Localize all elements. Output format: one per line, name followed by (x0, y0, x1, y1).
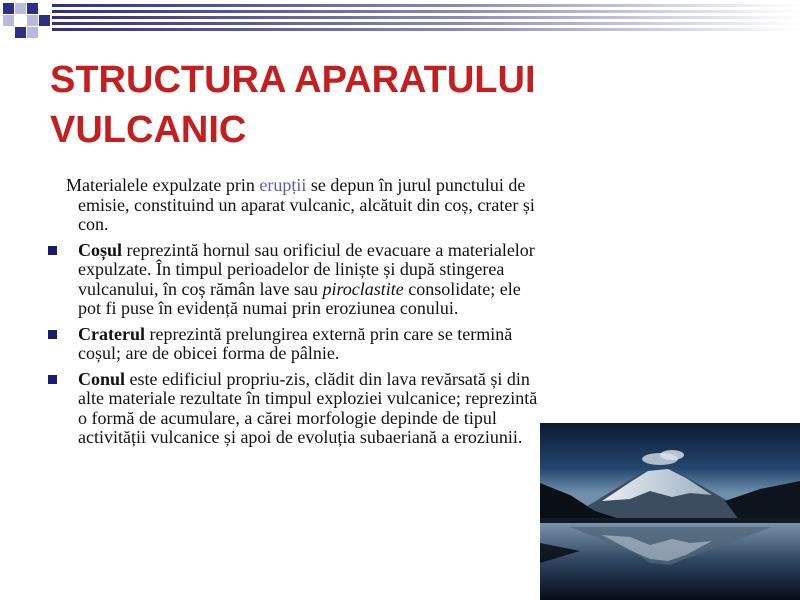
slide-title (50, 55, 750, 155)
header-decoration (0, 0, 800, 40)
list-item: Coșul reprezintă hornul sau orificiul de evacuare a materialelor expulzate. În timpul perioadelor de liniște și după stingerea vulcanului, în coș rămân lave sau piroclastite consolidate; ele pot fi puse în evidență numai prin eroziunea conului. (48, 241, 548, 319)
list-item: Craterul reprezintă prelungirea externă prin care se termină coșul; are de obicei forma de pâlnie. (48, 325, 548, 364)
square-bullet-icon (48, 330, 57, 339)
bullet-term: Conul (78, 368, 126, 389)
bullet-list (48, 241, 548, 448)
intro-paragraph: Materialele expulzate prin erupții se depun în jurul punctului de emisie, constituind un aparat vulcanic, alcătuit din coș, crater și con. (66, 175, 535, 234)
highlighted-term: erupții (259, 175, 307, 195)
bullet-term: Coșul (78, 239, 123, 260)
slide-body (48, 176, 548, 454)
emphasis-text: piroclastite (322, 278, 404, 299)
square-bullet-icon (48, 375, 57, 384)
gradient-stripes (52, 4, 800, 31)
bullet-term: Craterul (78, 323, 145, 344)
title-line-1: STRUCTURA APARATULUI (50, 59, 536, 101)
square-bullet-icon (48, 246, 57, 255)
volcano-photo (540, 423, 800, 600)
list-item: Conul este edificiul propriu-zis, clădit din lava revărsată și din alte materiale rezultate în timpul exploziei vulcanice; reprezintă o formă de acumulare, a cărei morfologie depinde de tipul activității vulcanice și apoi de evoluția subaeriană a eroziunii. (48, 370, 548, 448)
title-line-2: VULCANIC (50, 109, 247, 151)
checker-squares (3, 3, 50, 38)
